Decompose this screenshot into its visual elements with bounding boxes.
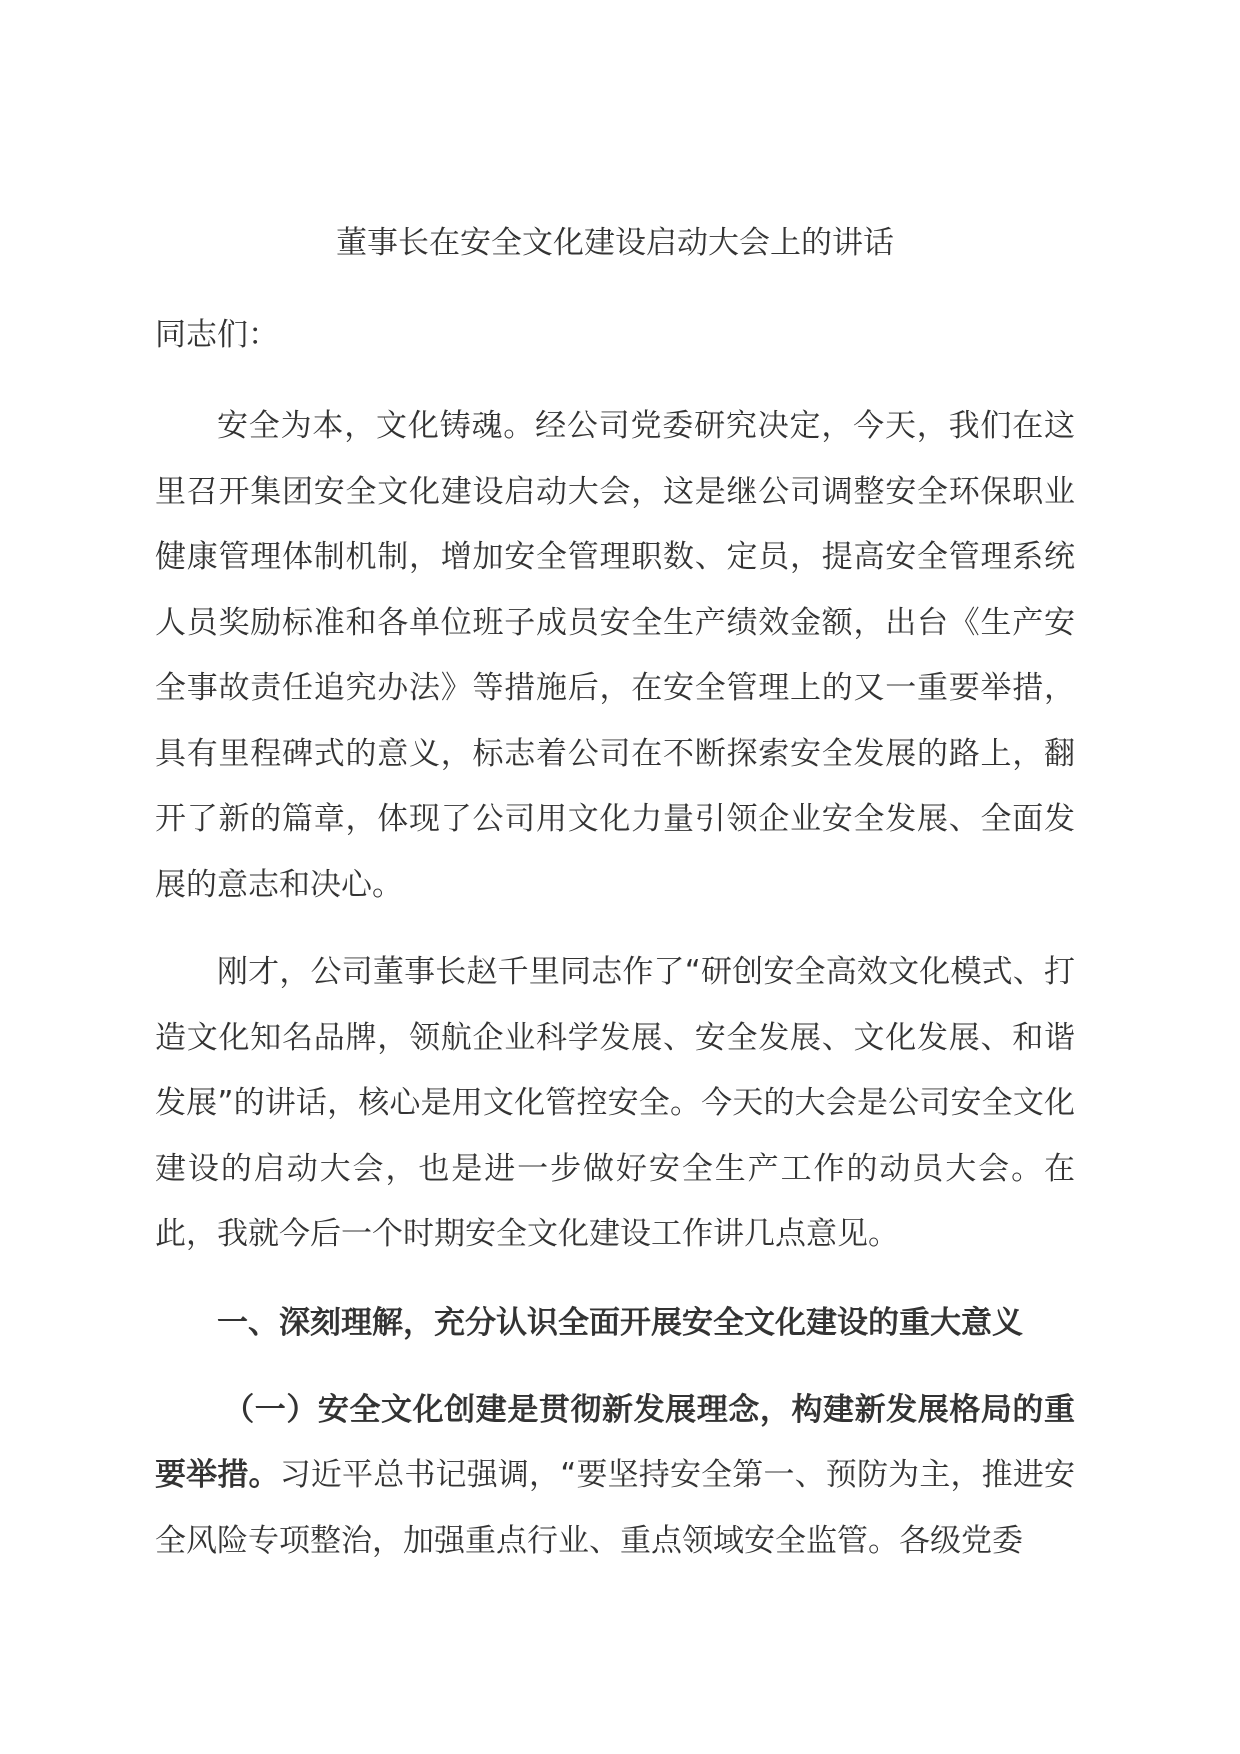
salutation: 同志们： bbox=[155, 317, 279, 353]
subsection-1-text: 习近平总书记强调，“要坚持安全第一、预防为主，推进安全风险专项整治，加强重点行业、重点领域安全监管。各级党委 bbox=[155, 1457, 1076, 1559]
paragraph-intro: 安全为本，文化铸魂。经公司党委研究决定，今天，我们在这里召开集团安全文化建设启动大会，这是继公司调整安全环保职业健康管理体制机制，增加安全管理职数、定员，提高安全管理系统人员奖励标准和各单位班子成员安全生产绩效金额，出台《生产安全事故责任追究办法》等措施后，在安全管理上的又一重要举措，具有里程碑式的意义，标志着公司在不断探索安全发展的路上，翻开了新的篇章，体现了公司用文化力量引领企业安全发展、全面发展的意志和决心。 bbox=[155, 408, 1075, 903]
paragraph-speech-summary: 刚才，公司董事长赵千里同志作了“研创安全高效文化模式、打造文化知名品牌，领航企业科学发展、安全发展、文化发展、和谐发展”的讲话，核心是用文化管控安全。今天的大会是公司安全文化建设的启动大会，也是进一步做好安全生产工作的动员大会。在此，我就今后一个时期安全文化建设工作讲几点意见。 bbox=[155, 954, 1075, 1252]
subsection-1-heading: （一）安全文化创建是贯彻新发展理念，构建新发展格局的重要举措。 bbox=[155, 1391, 1075, 1493]
document-page bbox=[155, 222, 1075, 1574]
document-title: 董事长在安全文化建设启动大会上的讲话 bbox=[336, 225, 894, 261]
subsection-1-paragraph bbox=[155, 1378, 1075, 1575]
section-heading-1: 一、深刻理解，充分认识全面开展安全文化建设的重大意义 bbox=[217, 1304, 1023, 1341]
